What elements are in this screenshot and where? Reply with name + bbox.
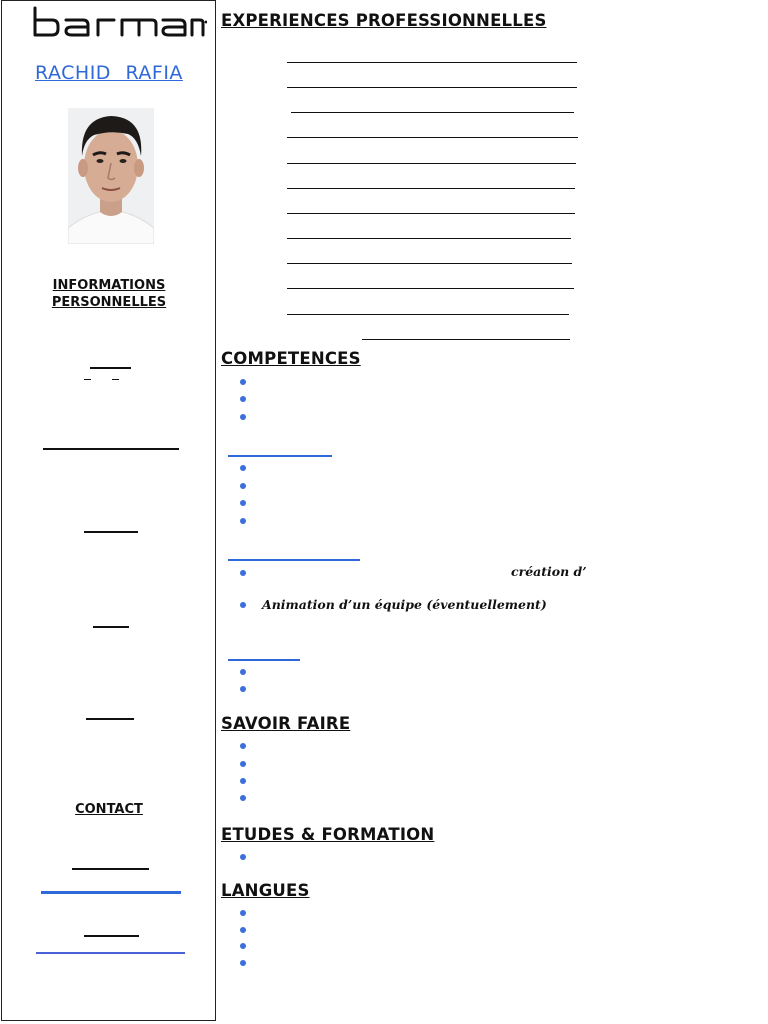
bullet bbox=[240, 414, 246, 420]
experiences-heading: EXPERIENCES PROFESSIONNELLES bbox=[221, 11, 547, 30]
bullet bbox=[240, 778, 246, 784]
bullet bbox=[240, 854, 246, 860]
etudes-heading: ETUDES & FORMATION bbox=[221, 825, 435, 844]
langues-heading: LANGUES bbox=[221, 881, 310, 900]
bullet bbox=[240, 927, 246, 933]
sidebar-line bbox=[84, 531, 138, 533]
contact-line bbox=[84, 935, 139, 937]
competences-heading: COMPETENCES bbox=[221, 349, 361, 368]
sidebar-line bbox=[86, 718, 134, 720]
bullet bbox=[240, 669, 246, 675]
bullet bbox=[240, 910, 246, 916]
contact-line bbox=[72, 868, 149, 870]
experience-line bbox=[287, 288, 574, 289]
sidebar-line bbox=[93, 626, 129, 628]
experience-line bbox=[287, 263, 572, 264]
experience-line bbox=[287, 314, 569, 315]
bullet bbox=[240, 570, 246, 576]
experience-line bbox=[362, 339, 570, 340]
sidebar-line bbox=[90, 367, 131, 369]
experience-line bbox=[287, 213, 575, 214]
bullet bbox=[240, 465, 246, 471]
experience-line bbox=[287, 188, 575, 189]
bullet bbox=[240, 960, 246, 966]
bullet bbox=[240, 761, 246, 767]
competences-subheading-line bbox=[228, 455, 332, 457]
info-personnelles-heading: INFORMATIONS PERSONNELLES bbox=[51, 278, 167, 310]
bullet bbox=[240, 379, 246, 385]
bullet bbox=[240, 500, 246, 506]
sidebar-dash bbox=[84, 379, 91, 380]
competences-subheading-line bbox=[228, 659, 300, 661]
contact-link-line[interactable] bbox=[36, 952, 185, 954]
bullet bbox=[240, 743, 246, 749]
sidebar-dash bbox=[112, 379, 119, 380]
bullet bbox=[240, 943, 246, 949]
bullet bbox=[240, 686, 246, 692]
bullet bbox=[240, 396, 246, 402]
experience-line bbox=[287, 238, 571, 239]
bullet bbox=[240, 483, 246, 489]
contact-heading: CONTACT bbox=[75, 802, 143, 817]
barman-logo bbox=[22, 2, 207, 42]
profile-photo bbox=[68, 108, 154, 244]
experience-line bbox=[287, 62, 577, 63]
experience-line bbox=[291, 112, 574, 113]
animation-text: Animation d’un équipe (éventuellement) bbox=[262, 597, 547, 612]
competences-subheading-line bbox=[228, 559, 360, 561]
candidate-name: RACHID RAFIA bbox=[35, 62, 183, 84]
experience-line bbox=[287, 137, 578, 138]
experience-line bbox=[287, 87, 577, 88]
contact-email-line[interactable] bbox=[41, 891, 181, 894]
experience-line bbox=[287, 163, 576, 164]
bullet bbox=[240, 518, 246, 524]
creation-text: création d’ bbox=[511, 564, 587, 579]
bullet bbox=[240, 602, 246, 608]
savoir-faire-heading: SAVOIR FAIRE bbox=[221, 714, 351, 733]
sidebar-line bbox=[43, 448, 179, 450]
bullet bbox=[240, 795, 246, 801]
